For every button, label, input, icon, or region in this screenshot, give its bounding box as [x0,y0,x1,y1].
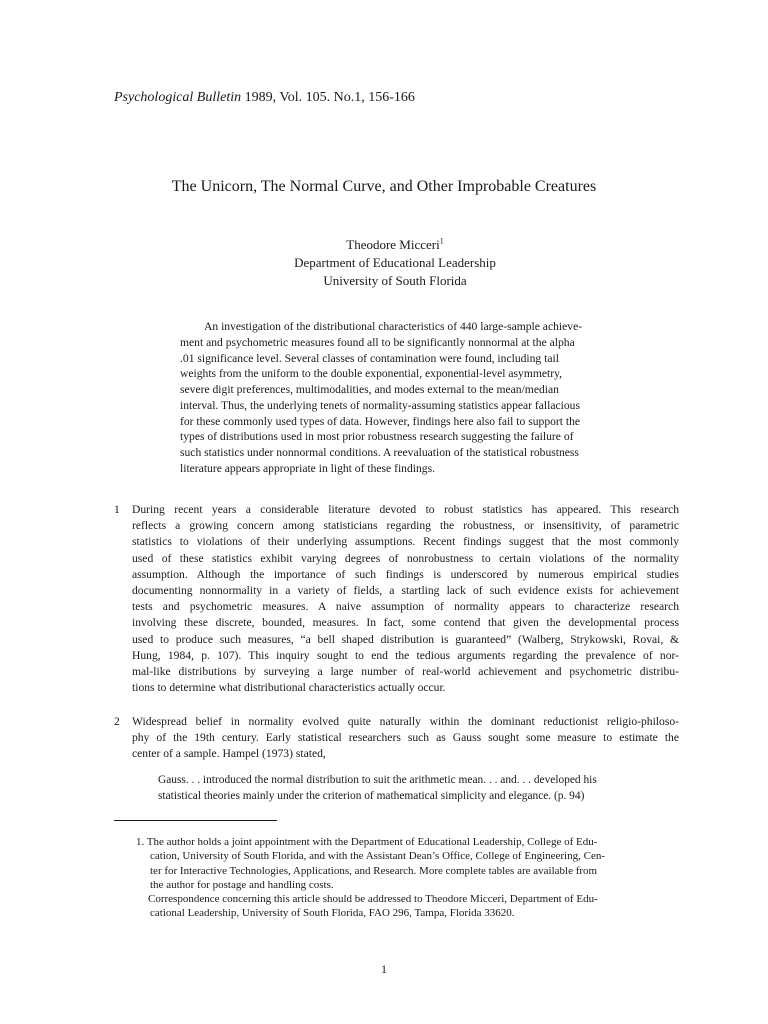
paragraph-line: reflects a growing concern among statisticians regarding the robustness, or insensitivity, of parametric [132,519,679,533]
paragraph-line: mal-like distributions by surveying a large number of real-world achievement and psychometric distribu- [132,664,679,678]
paragraph-line: phy of the 19th century. Early statistical researchers such as Gauss sought some measure to estimate the [132,731,679,745]
paragraph-line: During recent years a considerable literature devoted to robust statistics has appeared. This research [132,503,679,516]
paragraph-line: statistics to violations of their underlying assumptions. Recent findings suggest that the most commonly [132,535,679,549]
abstract-line: .01 significance level. Several classes of contamination were found, including tail [180,351,559,365]
author-block [0,236,768,290]
paragraph-line: tests and psychometric measures. A naive assumption of normality appears to characterize research [132,600,679,614]
paragraph-line: documenting nonnormality in a variety of fields, a startling lack of such evidence exists for achievement [132,583,679,597]
paragraph-1 [114,502,679,696]
abstract-line: severe digit preferences, multimodalities, and modes external to the mean/median [180,383,559,396]
paragraph-body [132,714,679,763]
author-name: Theodore Micceri [346,237,440,252]
paragraph-body [132,502,679,696]
journal-volume: 1989, Vol. 105. No.1, 156-166 [241,90,415,105]
author-university: University of South Florida [323,273,467,288]
paragraph-number: 2 [114,715,120,728]
paragraph-line: involving these discrete, bounded, measures. In fact, some contend that given the developmental process [132,616,679,630]
footnote-line: ter for Interactive Technologies, Applications, and Research. More complete tables are available from [150,864,598,877]
footnote-line: 1. The author holds a joint appointment with the Department of Educational Leadership, College of Edu- [136,836,598,848]
abstract-line: literature appears appropriate in light of these findings. [180,461,435,475]
abstract-line: such statistics under nonnormal conditions. A reevaluation of the statistical robustness [180,446,579,459]
paragraph-line: center of a sample. Hampel (1973) stated, [132,747,326,761]
author-name-line [0,236,768,254]
abstract-line: interval. Thus, the underlying tenets of normality-assuming statistics appear fallacious [180,398,580,412]
journal-citation [114,89,415,107]
paragraph-number: 1 [114,503,120,516]
paragraph-line: tions to determine what distributional characteristics actually occur. [132,681,446,695]
footnote-line: cation, University of South Florida, and with the Assistant Dean’s Office, College of Engineering, Cen- [150,850,605,863]
footnote-line: the author for postage and handling costs. [150,878,334,891]
abstract-line: An investigation of the distributional characteristics of 440 large-sample achieve- [204,320,583,333]
quote-line: statistical theories mainly under the criterion of mathematical simplicity and elegance. (p. 94) [158,790,585,802]
paper-title: The Unicorn, The Normal Curve, and Other Improbable Creatures [171,178,597,195]
abstract-line: types of distributions used in most prior robustness research suggesting the failure of [180,430,574,444]
footnote-line: cational Leadership, University of South Florida, FAO 296, Tampa, Florida 33620. [150,907,515,920]
author-department: Department of Educational Leadership [294,255,496,270]
footnote-divider [114,820,277,821]
quote-line: Gauss. . . introduced the normal distribution to suit the arithmetic mean. . . and. . . developed his [158,774,597,786]
block-quote [158,772,604,804]
paragraph-line: Widespread belief in normality evolved quite naturally within the dominant reductionist religio-philoso- [132,715,679,728]
page-number: 1 [381,962,387,976]
abstract-line: ment and psychometric measures found all to be significantly nonnormal at the alpha [180,335,575,349]
paragraph-line: Hung, 1984, p. 107). This inquiry sought to end the tedious arguments regarding the prevalence of nor- [132,648,679,662]
paragraph-line: assumption. Although the importance of such findings is underscored by numerous empirical studies [132,567,679,581]
author-footnote-marker: 1 [439,236,444,246]
journal-name: Psychological Bulletin [114,90,242,105]
paragraph-line: used of these statistics exhibit varying degrees of nonrobustness to certain violations of the normality [132,551,679,565]
abstract [180,319,620,477]
paragraph-line: used to produce such measures, “a bell shaped distribution is guaranteed” (Walberg, Strykowski, Rovai, & [132,632,679,646]
abstract-line: weights from the uniform to the double exponential, exponential-level asymmetry, [180,367,563,381]
footnote-line: Correspondence concerning this article should be addressed to Theodore Micceri, Department of Edu- [148,893,598,906]
paragraph-2 [114,714,679,763]
abstract-line: for these commonly used types of data. However, findings here also fail to support the [180,414,581,428]
footnote [136,835,658,921]
